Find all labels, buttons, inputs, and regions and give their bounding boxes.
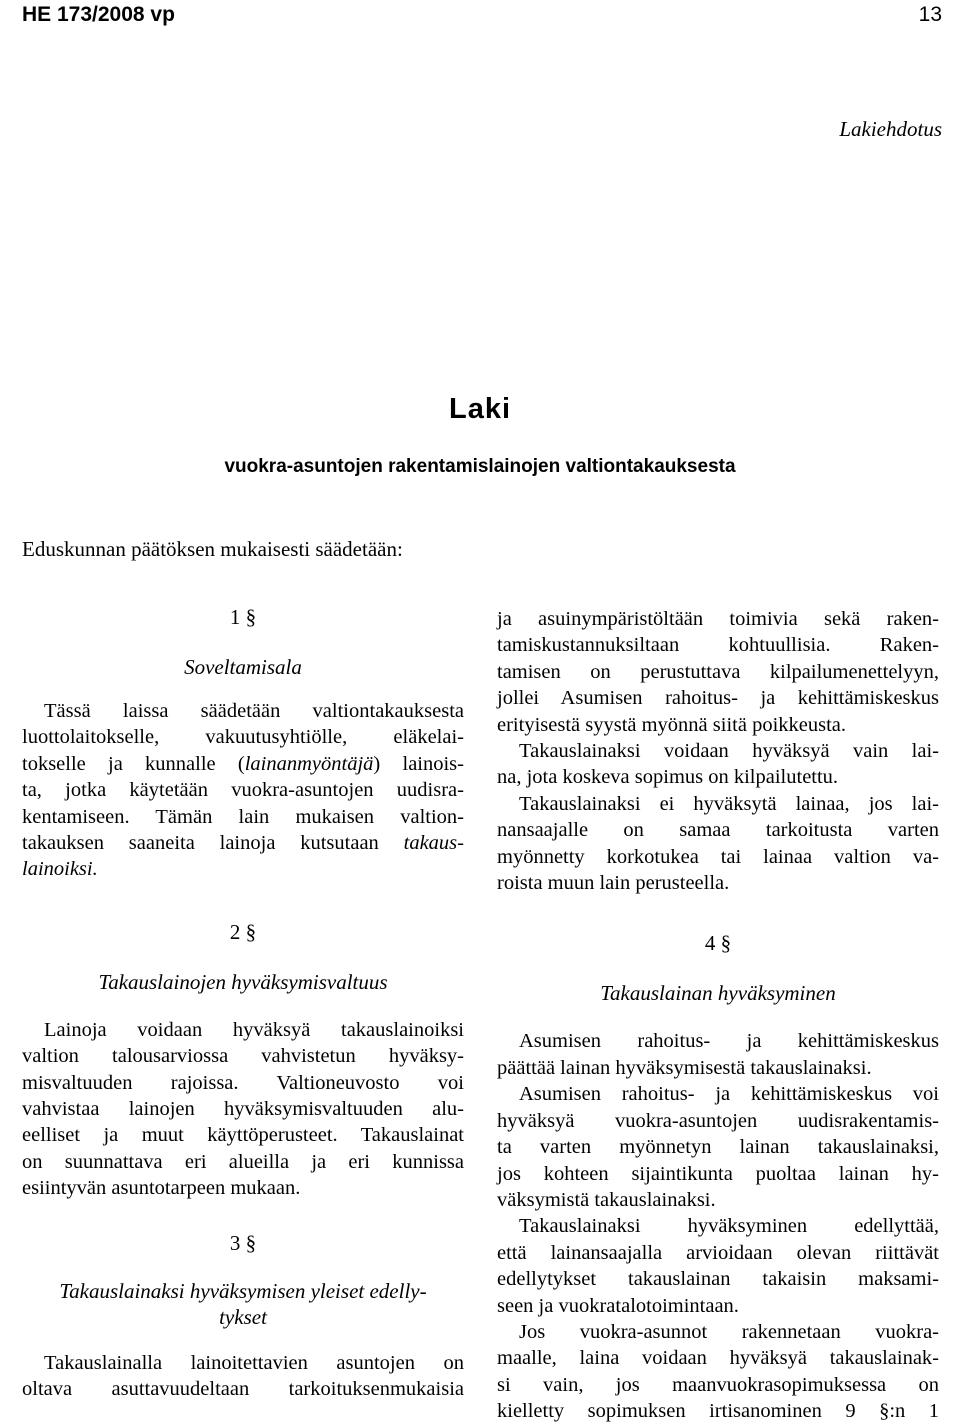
paragraph [22,698,464,883]
text-line: valtion talousarviossa vahvistetun hyväksy- [22,1045,464,1068]
text-line: Takauslainalla lainoitettavien asuntojen on [44,1351,464,1374]
paragraph [497,1213,939,1319]
section-number: 3 § [229,1230,257,1255]
text-line: jos kohteen sijaintikunta puoltaa lainan hy- [497,1162,939,1185]
text-line: Lainoja voidaan hyväksyä takauslainoiksi [44,1018,464,1041]
paragraph [497,1081,939,1213]
text-line: Asumisen rahoitus- ja kehittämiskeskus [519,1030,939,1053]
paragraph [497,606,939,738]
text-line: maalle, laina voidaan hyväksyä takauslainak- [497,1347,939,1370]
text-line: erityisestä syystä myönnä siitä poikkeusta. [497,713,847,736]
paragraph [22,1017,464,1202]
text-line: myönnetty korkotukea tai lainaa valtion va- [497,845,939,868]
text-line: päättää lainan hyväksymisestä takauslainaksi. [497,1056,872,1079]
right-column [497,606,939,1425]
text-line: lainoiksi. [22,858,98,881]
text-line: takauksen saaneita lainoja kutsutaan takaus- [22,832,464,855]
text-line: on suunnattava eri alueilla ja eri kunnissa [22,1150,464,1173]
text-line: tokselle ja kunnalle (lainanmyöntäjä) lainois- [22,752,464,775]
text-line: ta varten myönnetyn lainan takauslainaksi, [497,1136,939,1159]
text-line: esiintyvän asuntotarpeen mukaan. [22,1177,301,1200]
text-line: misvaltuuden rajoissa. Valtioneuvosto voi [22,1071,464,1094]
text-line: luottolaitokselle, vakuutusyhtiölle, eläkelai- [22,726,464,749]
text-line: vahvistaa lainojen hyväksymisvaltuuden alu- [22,1098,464,1121]
law-subtitle: vuokra-asuntojen rakentamislainojen valtiontakauksesta [224,456,736,477]
paragraph [497,791,939,897]
section-number: 4 § [704,931,732,956]
section-number: 1 § [229,605,257,629]
text-line: tamisen on perustuttava kilpailumenettelyyn, [497,660,939,683]
document-type: Lakiehdotus [839,117,942,141]
text-line: ta, jotka käytetään vuokra-asuntojen uudisra- [22,779,464,802]
paragraph [497,1319,939,1425]
text-line: Asumisen rahoitus- ja kehittämiskeskus voi [519,1083,939,1106]
text-line: seen ja vuokratalotoimintaan. [497,1294,739,1317]
section-number: 2 § [229,919,257,944]
document-id: HE 173/2008 vp [22,3,175,26]
section-heading: Takauslainan hyväksyminen [600,981,836,1006]
text-line: tamiskustannuksiltaan kohtuullisia. Raken- [497,634,939,657]
text-line: na, jota koskeva sopimus on kilpailutettu. [497,766,839,789]
text-line: ja asuinympäristöltään toimivia sekä raken- [497,608,939,630]
paragraph [497,1028,939,1081]
text-line: Takauslainaksi hyväksyminen edellyttää, [519,1215,939,1238]
text-line: eelliset ja muut käyttöperusteet. Takauslainat [22,1124,464,1147]
text-line: että lainansaajalla arvioidaan olevan riittävät [497,1241,939,1264]
page-number: 13 [918,3,942,26]
paragraph [22,1350,464,1403]
paragraph [497,738,939,791]
enactment-clause: Eduskunnan päätöksen mukaisesti säädetään: [22,537,403,561]
section-heading: Takauslainaksi hyväksymisen yleiset edelly- tykset [59,1278,427,1329]
text-line: nansaajalle on samaa tarkoitusta varten [497,819,939,842]
section-heading: Takauslainojen hyväksymisvaltuus [98,969,388,994]
text-line: Takauslainaksi ei hyväksytä lainaa, jos lai- [519,792,939,815]
text-line: kielletty sopimuksen irtisanominen 9 §:n 1 [497,1400,939,1423]
left-column [22,604,464,1403]
law-title: Laki [448,393,512,425]
text-line: Tässä laissa säädetään valtiontakauksesta [44,700,464,722]
text-line: väksymistä takauslainaksi. [497,1188,716,1211]
text-line: oltava asuttavuudeltaan tarkoituksenmukaisia [22,1378,464,1401]
text-line: roista muun lain perusteella. [497,872,730,895]
text-line: hyväksyä vuokra-asuntojen uudisrakentamis- [497,1109,939,1132]
page-header [0,0,960,30]
text-line: edellytykset takauslainan takaisin maksami- [497,1268,939,1291]
text-line: kentamiseen. Tämän lain mukaisen valtion- [22,805,464,828]
text-line: jollei Asumisen rahoitus- ja kehittämiskeskus [497,687,939,710]
text-line: si vain, jos maanvuokrasopimuksessa on [497,1373,939,1396]
text-line: Jos vuokra-asunnot rakennetaan vuokra- [519,1320,939,1343]
section-heading: Soveltamisala [184,655,302,679]
text-line: Takauslainaksi voidaan hyväksyä vain lai- [519,740,939,763]
